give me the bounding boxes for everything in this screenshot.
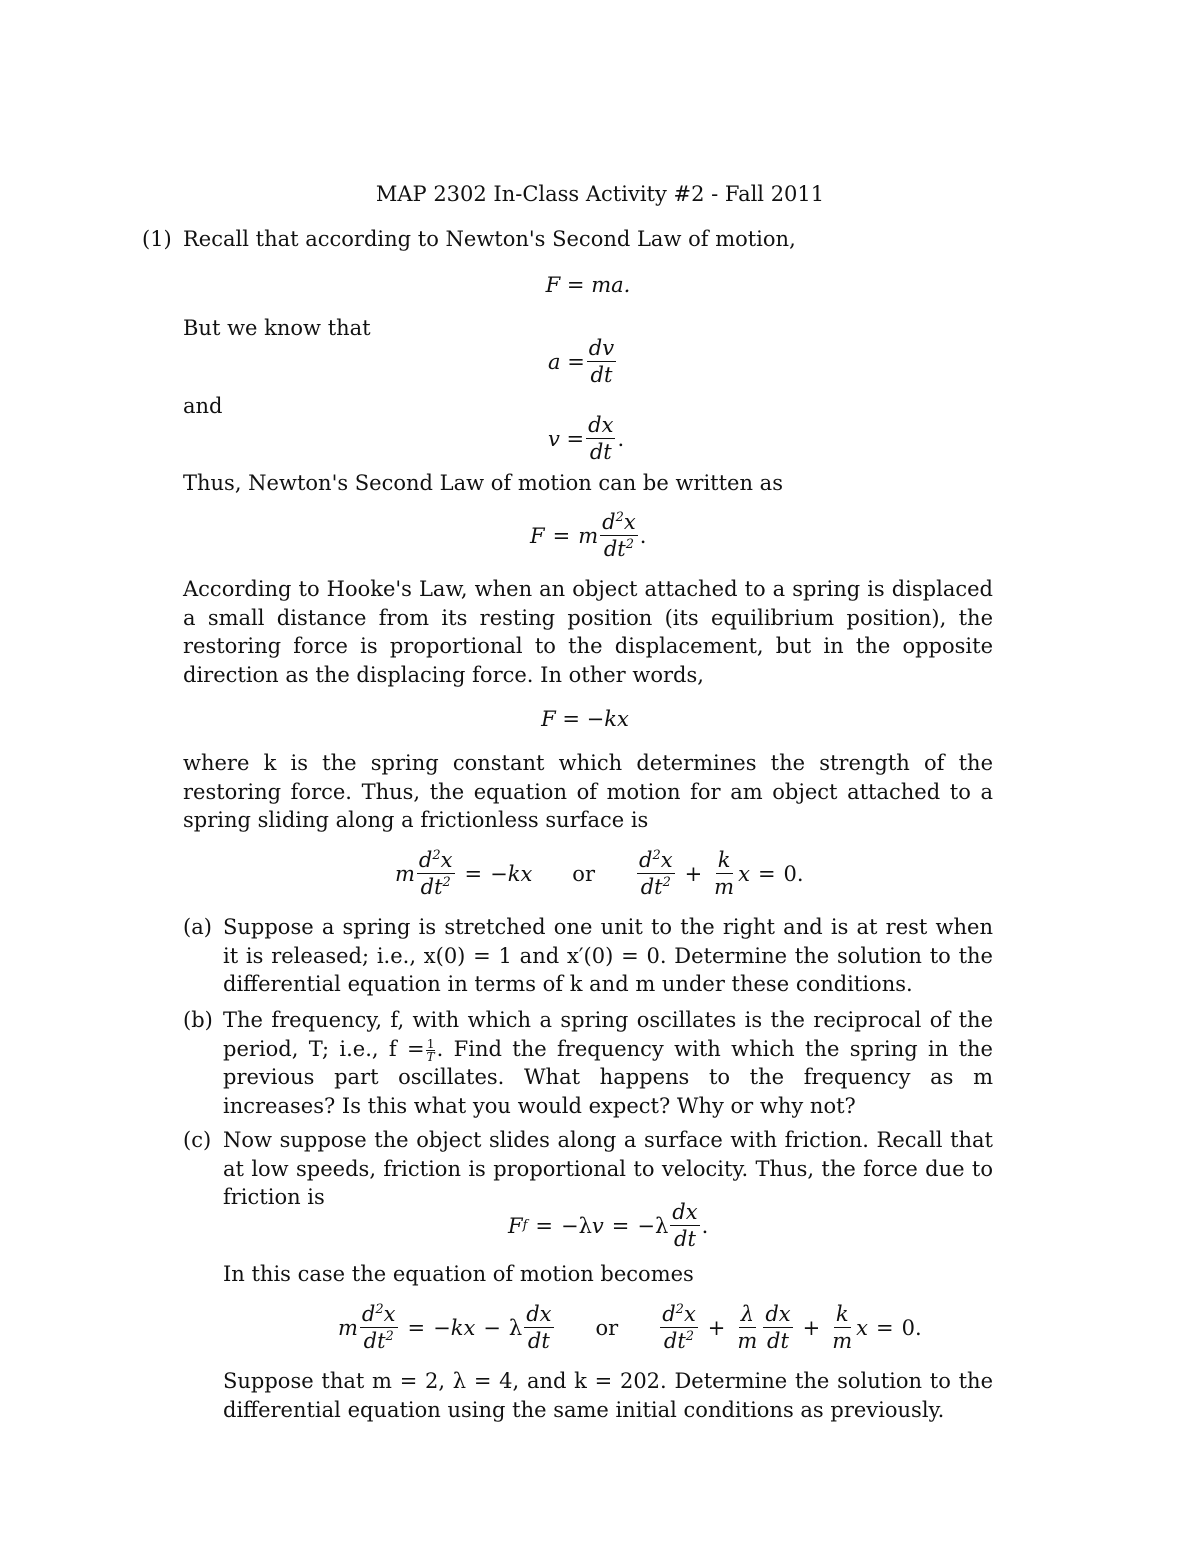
eq-v-lhs: v = (548, 426, 585, 451)
intro-text: Recall that according to Newton's Second Law of motion, (183, 227, 796, 251)
in-this-case-text: In this case the equation of motion becomes (223, 1262, 694, 1286)
spring-constant-paragraph: where k is the spring constant which determines the strength of the restoring force. Thus, the equation of motion for am object attached to a spring sliding along a frictionless surface is (183, 751, 993, 832)
equation-hooke: F = −kx (541, 707, 629, 731)
equation-v-dx-dt: v = $\frac{dx}{dt}$ . (548, 413, 625, 464)
part-a-label: (a) (183, 915, 212, 939)
part-b-text-2: . Find the frequency with which the spring in the previous part oscillates. What happens to the frequency as m increases? Is this what you would expect? Why or why not? (223, 1036, 993, 1118)
fraction-numerator: dx (588, 413, 614, 437)
part-b-text-1: The frequency, f, with which a spring oscillates is the reciprocal of the period, T; i.e., f = (223, 1008, 993, 1061)
eq-a-lhs: a = (548, 349, 585, 374)
fraction-dx-dt (586, 413, 615, 464)
equation-f-m-d2x-dt2: F = m $\frac{d^2x}{dt^2}$ . (530, 510, 647, 561)
fraction-numerator: dv (588, 336, 615, 360)
part-b-label: (b) (183, 1008, 213, 1032)
fraction-1-over-t: $\frac{1}{T}$ (426, 1036, 435, 1064)
hooke-paragraph: According to Hooke's Law, when an object attached to a spring is displaced a small distance from its resting position (its equilibrium position), the restoring force is proportional to the displacement, but in the opposite direction as the displacing force. In other words, (183, 577, 993, 687)
equation-a-dv-dt (548, 336, 618, 387)
equation-frictionless: m $\frac{d^2x}{dt^2}$ = − kx or $\frac{d^2x}{dt^2}$ + $\frac{k}{m}$ x = 0. (395, 848, 804, 899)
equation-with-friction: m $\frac{d^2x}{dt^2}$ = − kx − λ $\frac{dx}{dt}$ or $\frac{d^2x}{dt^2}$ + $\frac{\lambda}{m}$ $\frac{dx}{dt}$ + $\frac{k}{m}$ x = 0. (338, 1302, 922, 1353)
or-text: or (572, 861, 595, 886)
fraction-d2x-dt2: $\frac{d^2x}{dt^2}$ (602, 510, 636, 561)
part-a-text: Suppose a spring is stretched one unit to the right and is at rest when it is released; i.e., x(0) = 1 and x′(0) = 0. Determine the solution to the differential equation in terms of k and m under these conditions. (223, 915, 993, 996)
part-c-text: Now suppose the object slides along a surface with friction. Recall that at low speeds, friction is proportional to velocity. Thus, the force due to friction is (223, 1128, 993, 1209)
problem-label: (1) (142, 227, 172, 251)
fraction-denominator: dt (589, 440, 612, 464)
or-text: or (595, 1315, 619, 1340)
equation-friction-force: F f = −λ v = −λ $\frac{dx}{dt}$ . (508, 1200, 709, 1251)
thus-text: Thus, Newton's Second Law of motion can be written as (183, 471, 783, 495)
part-b-text (223, 1006, 993, 1120)
part-c-label: (c) (183, 1128, 212, 1152)
fraction-denominator: dt (590, 363, 613, 387)
fraction-dv-dt (587, 336, 616, 387)
final-question-text: Suppose that m = 2, λ = 4, and k = 202. Determine the solution to the differential equation using the same initial conditions as previously. (223, 1369, 993, 1422)
but-we-know-text: But we know that (183, 316, 371, 340)
page-title: MAP 2302 In-Class Activity #2 - Fall 2011 (375, 182, 825, 206)
and-text: and (183, 394, 223, 418)
equation-f-ma: F = ma. (545, 273, 631, 297)
